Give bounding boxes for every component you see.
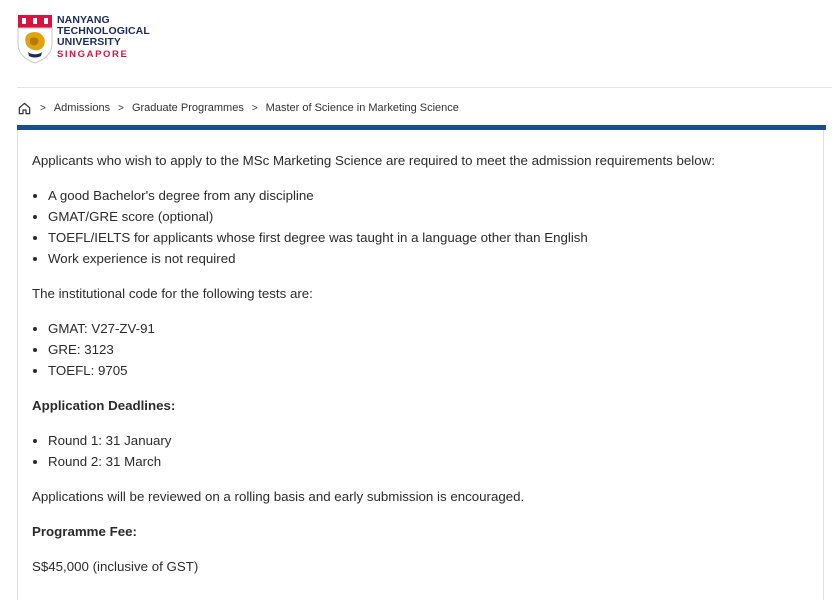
breadcrumb [17, 99, 459, 117]
fee-heading: Programme Fee: [32, 524, 137, 539]
breadcrumb-admissions[interactable]: Admissions [53, 102, 111, 114]
list-item: • A good Bachelor's degree from any discipline [48, 185, 812, 206]
admission-requirements [32, 150, 812, 577]
breadcrumb-separator: > [118, 102, 124, 114]
home-icon[interactable] [17, 101, 32, 116]
deadlines-list [32, 430, 812, 472]
list-item: • GRE: 3123 [48, 339, 812, 360]
logo-line-1: NANYANG [57, 14, 110, 26]
fee-value: S$45,000 (inclusive of GST) [32, 559, 199, 574]
requirements-list [32, 185, 812, 269]
header-divider [17, 87, 832, 88]
list-item: • GMAT: V27-ZV-91 [48, 318, 812, 339]
deadlines-heading-wrap [32, 395, 812, 416]
ntu-crest-icon [17, 14, 53, 64]
list-item: • Round 2: 31 March [48, 451, 812, 472]
breadcrumb-separator: > [40, 102, 46, 114]
breadcrumb-graduate-programmes[interactable]: Graduate Programmes [131, 102, 244, 114]
site-header [0, 0, 832, 88]
logo-wordmark [57, 15, 150, 60]
deadlines-heading: Application Deadlines: [32, 398, 176, 413]
intro-text: Applicants who wish to apply to the MSc Marketing Science are required to meet the admission requirements below: [32, 153, 715, 168]
ntu-logo[interactable] [17, 14, 150, 64]
list-item: • Work experience is not required [48, 248, 812, 269]
breadcrumb-current-page: Master of Science in Marketing Science [265, 102, 459, 114]
logo-line-2: TECHNOLOGICAL [57, 25, 150, 37]
breadcrumb-separator: > [251, 102, 258, 114]
test-codes-list [32, 318, 812, 381]
list-item: • TOEFL/IELTS for applicants whose first degree was taught in a language other than English [48, 227, 812, 248]
logo-line-4: SINGAPORE [57, 49, 129, 60]
list-item: • TOEFL: 9705 [48, 360, 812, 381]
list-item: • GMAT/GRE score (optional) [48, 206, 812, 227]
codes-intro-text: The institutional code for the following tests are: [32, 286, 313, 301]
logo-line-3: UNIVERSITY [57, 36, 122, 48]
rolling-basis-note: Applications will be reviewed on a rolling basis and early submission is encouraged. [32, 489, 525, 504]
list-item: • Round 1: 31 January [48, 430, 812, 451]
fee-heading-wrap [32, 521, 812, 542]
